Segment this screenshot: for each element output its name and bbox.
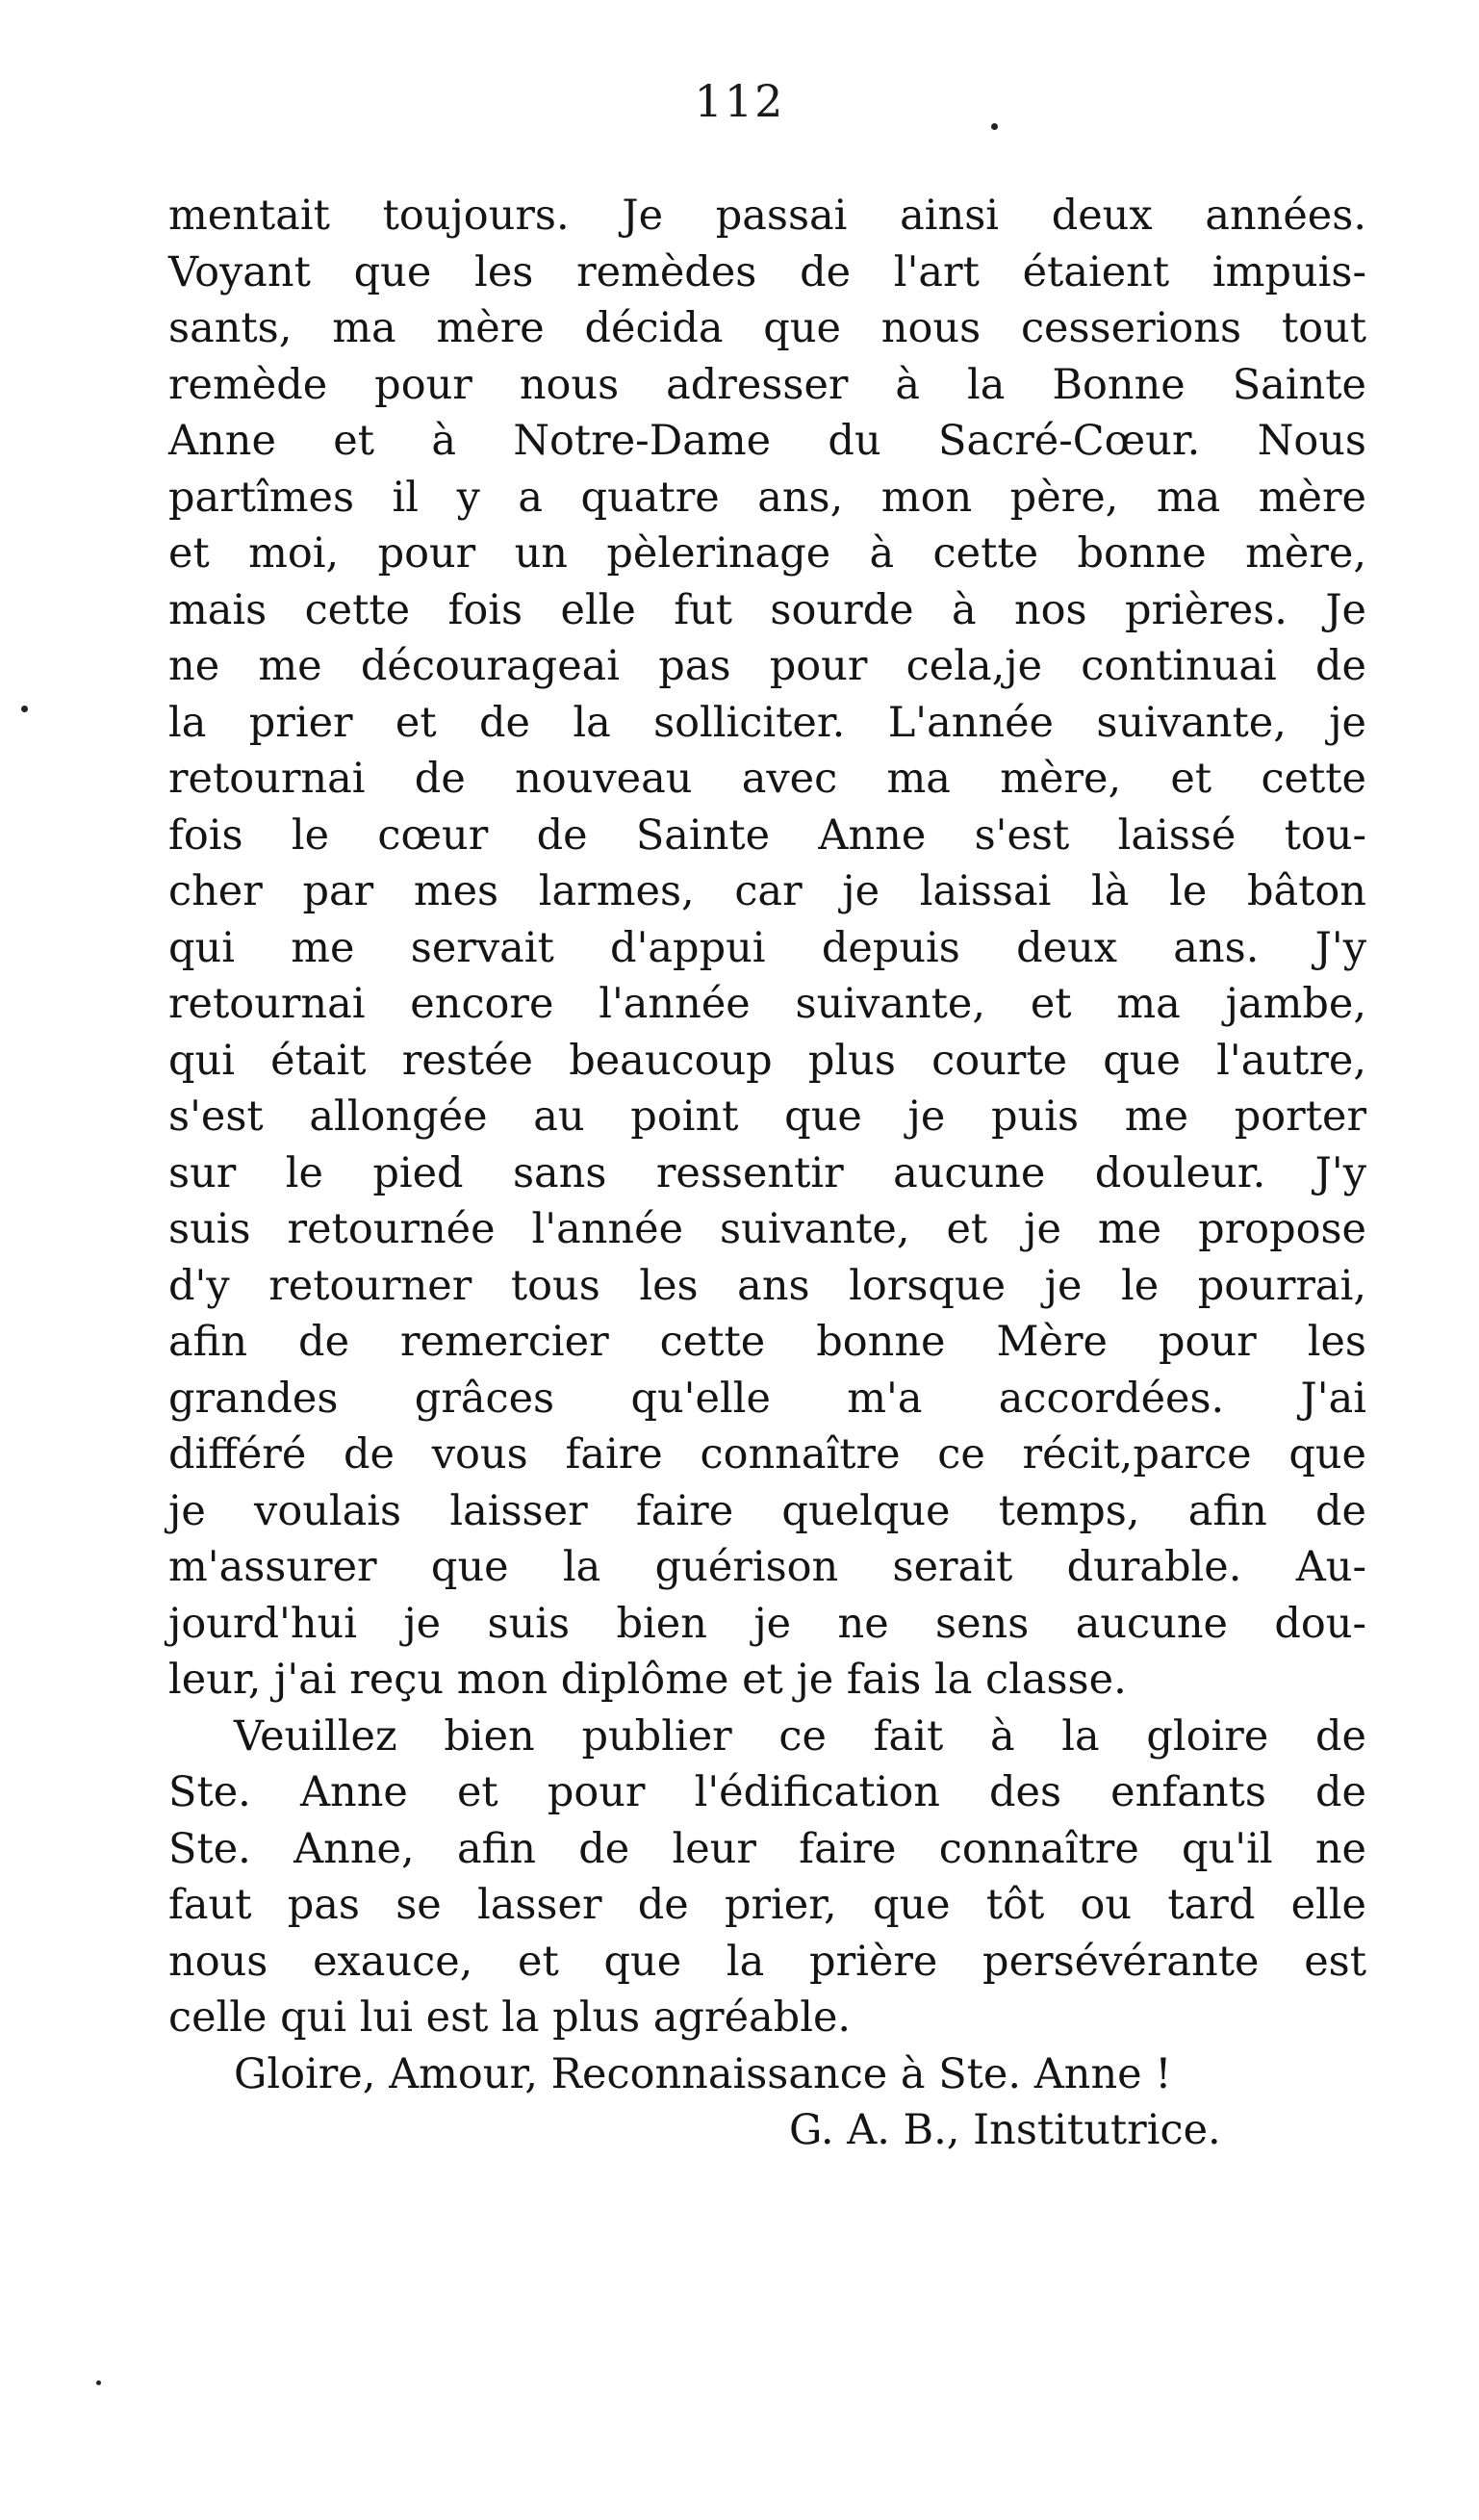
text-line: ne me décourageai pas pour cela,je continuai de	[168, 642, 1366, 690]
text-line: m'assurer que la guérison serait durable. Au-	[168, 1543, 1366, 1591]
text-line: je voulais laisser faire quelque temps, afin de	[168, 1486, 1366, 1535]
text-line: jourd'hui je suis bien je ne sens aucune dou-	[168, 1599, 1366, 1648]
text-line: nous exauce, et que la prière persévérante est	[168, 1937, 1366, 1986]
text-line: sants, ma mère décida que nous cesserions tout	[168, 304, 1366, 352]
signature-line: G. A. B., Institutrice.	[789, 2106, 1221, 2154]
page-number: 112	[694, 75, 785, 127]
text-line: afin de remercier cette bonne Mère pour les	[168, 1318, 1366, 1366]
print-speck	[991, 123, 998, 130]
text-line: retournai encore l'année suivante, et ma jambe,	[168, 980, 1366, 1028]
text-line: partîmes il y a quatre ans, mon père, ma mère	[168, 473, 1366, 522]
text-line: mentait toujours. Je passai ainsi deux années.	[168, 192, 1366, 240]
text-line: leur, j'ai reçu mon diplôme et je fais la classe.	[168, 1656, 1127, 1704]
text-line: sur le pied sans ressentir aucune douleur. J'y	[168, 1148, 1366, 1197]
text-line: Ste. Anne, afin de leur faire connaître qu'il ne	[168, 1824, 1366, 1873]
text-line: Ste. Anne et pour l'édification des enfants de	[168, 1768, 1366, 1816]
text-line: faut pas se lasser de prier, que tôt ou tard elle	[168, 1881, 1366, 1929]
body-text	[168, 188, 1366, 2159]
print-speck	[21, 706, 28, 712]
text-line: qui était restée beaucoup plus courte que l'autre,	[168, 1036, 1366, 1085]
text-line: celle qui lui est la plus agréable.	[168, 1993, 852, 2042]
text-line: grandes grâces qu'elle m'a accordées. J'ai	[168, 1374, 1366, 1423]
text-line: et moi, pour un pèlerinage à cette bonne mère,	[168, 529, 1366, 578]
print-speck	[96, 2380, 101, 2385]
text-line: remède pour nous adresser à la Bonne Sainte	[168, 360, 1366, 409]
text-line: Voyant que les remèdes de l'art étaient impuis-	[168, 247, 1366, 296]
text-line: mais cette fois elle fut sourde à nos prières. Je	[168, 585, 1366, 634]
text-line: retournai de nouveau avec ma mère, et cette	[168, 755, 1366, 803]
text-line: s'est allongée au point que je puis me porter	[168, 1093, 1366, 1141]
text-line: fois le cœur de Sainte Anne s'est laissé tou-	[168, 810, 1366, 860]
text-line: suis retournée l'année suivante, et je me propose	[168, 1205, 1366, 1253]
text-line: la prier et de la solliciter. L'année suivante, je	[168, 698, 1366, 747]
text-line: cher par mes larmes, car je laissai là le bâton	[168, 867, 1366, 915]
text-line: d'y retourner tous les ans lorsque je le pourrai,	[168, 1261, 1366, 1310]
text-line: qui me servait d'appui depuis deux ans. J'y	[168, 923, 1366, 972]
text-line: Anne et à Notre-Dame du Sacré-Cœur. Nous	[168, 417, 1366, 465]
paragraph-start-line: Veuillez bien publier ce fait à la gloire de	[234, 1711, 1366, 1761]
text-line: différé de vous faire connaître ce récit,parce que	[168, 1430, 1366, 1479]
closing-line: Gloire, Amour, Reconnaissance à Ste. Anne !	[234, 2049, 1172, 2098]
